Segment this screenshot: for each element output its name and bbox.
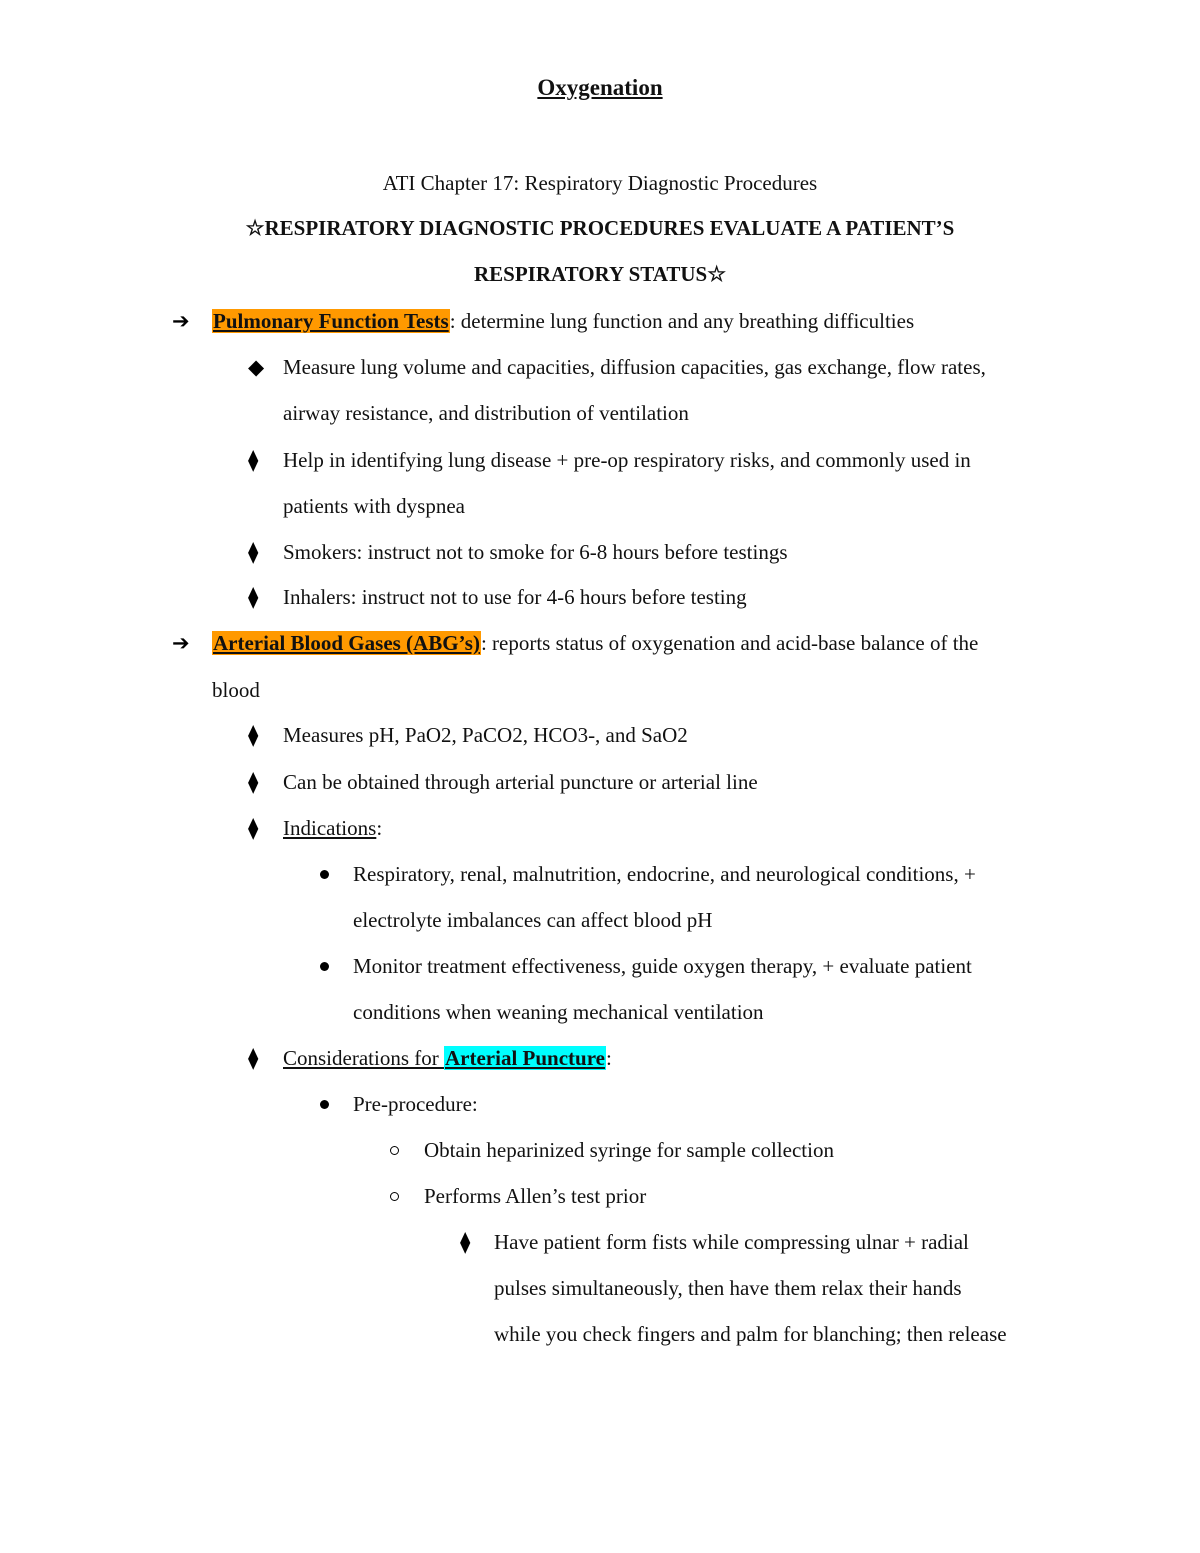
pft-bullet-2-line-2: patients with dyspnea [283,494,465,518]
abg-description-line-2: blood [212,678,260,702]
abg-bullet-2: Can be obtained through arterial puncture or arterial line [283,770,758,794]
allens-test-line-1: Have patient form fists while compressing ulnar + radial [494,1230,969,1254]
pft-bullet-2-line-1: Help in identifying lung disease + pre-op respiratory risks, and commonly used in [283,448,971,472]
section-abg-heading [212,628,978,658]
indication-1-line-2: electrolyte imbalances can affect blood pH [353,908,713,932]
pft-bullet-3: Smokers: instruct not to smoke for 6-8 hours before testings [283,540,788,564]
indications-colon: : [376,816,383,840]
indication-2-line-2: conditions when weaning mechanical ventilation [353,1000,764,1024]
bullet-dot-icon [320,1100,329,1109]
arrow-right-icon: ➔ [172,631,190,655]
indication-2-line-1: Monitor treatment effectiveness, guide oxygen therapy, + evaluate patient [353,954,972,978]
considerations-colon: : [605,1046,612,1070]
allens-test-line-2: pulses simultaneously, then have them relax their hands [494,1276,962,1300]
indications-heading [283,813,382,843]
arterial-puncture-term: Arterial Puncture [444,1046,605,1070]
pre-procedure-item-2: Performs Allen’s test prior [424,1184,647,1208]
document-title: Oxygenation [537,75,663,100]
pft-description: : determine lung function and any breathing difficulties [449,309,915,333]
indications-label: Indications [283,816,377,840]
pft-bullet-4: Inhalers: instruct not to use for 4-6 hours before testing [283,585,747,609]
chapter-subtitle: ATI Chapter 17: Respiratory Diagnostic Procedures [382,171,818,195]
pre-procedure-item-1: Obtain heparinized syringe for sample collection [424,1138,834,1162]
diamond-icon: ⧫ [460,1230,471,1254]
abg-description: : reports status of oxygenation and acid-base balance of the [480,631,979,655]
diamond-icon: ⧫ [248,816,259,840]
abg-term: Arterial Blood Gases (ABG’s) [213,631,480,655]
diamond-icon: ⧫ [248,585,259,609]
diamond-icon: ◆ [248,355,265,379]
arrow-right-icon: ➔ [172,309,190,333]
banner-line-1: ☆RESPIRATORY DIAGNOSTIC PROCEDURES EVALUATE A PATIENT’S [245,216,955,240]
pft-bullet-1-line-1: Measure lung volume and capacities, diffusion capacities, gas exchange, flow rates, [283,355,986,379]
allens-test-line-3: while you check fingers and palm for blanching; then release [494,1322,1007,1346]
bullet-dot-icon [320,870,329,879]
section-pft-heading [212,306,914,336]
pft-term: Pulmonary Function Tests [213,309,449,333]
bullet-circle-icon [390,1192,399,1201]
diamond-icon: ⧫ [248,448,259,472]
bullet-circle-icon [390,1146,399,1155]
pre-procedure-label: Pre-procedure: [353,1092,478,1116]
indication-1-line-1: Respiratory, renal, malnutrition, endocrine, and neurological conditions, + [353,862,976,886]
considerations-heading [283,1043,612,1073]
diamond-icon: ⧫ [248,770,259,794]
bullet-dot-icon [320,962,329,971]
diamond-icon: ⧫ [248,1046,259,1070]
abg-bullet-1: Measures pH, PaO2, PaCO2, HCO3-, and SaO2 [283,723,688,747]
pft-bullet-1-line-2: airway resistance, and distribution of ventilation [283,401,689,425]
diamond-icon: ⧫ [248,540,259,564]
banner-line-2: RESPIRATORY STATUS☆ [473,262,727,286]
considerations-prefix: Considerations for [283,1046,444,1070]
diamond-icon: ⧫ [248,723,259,747]
